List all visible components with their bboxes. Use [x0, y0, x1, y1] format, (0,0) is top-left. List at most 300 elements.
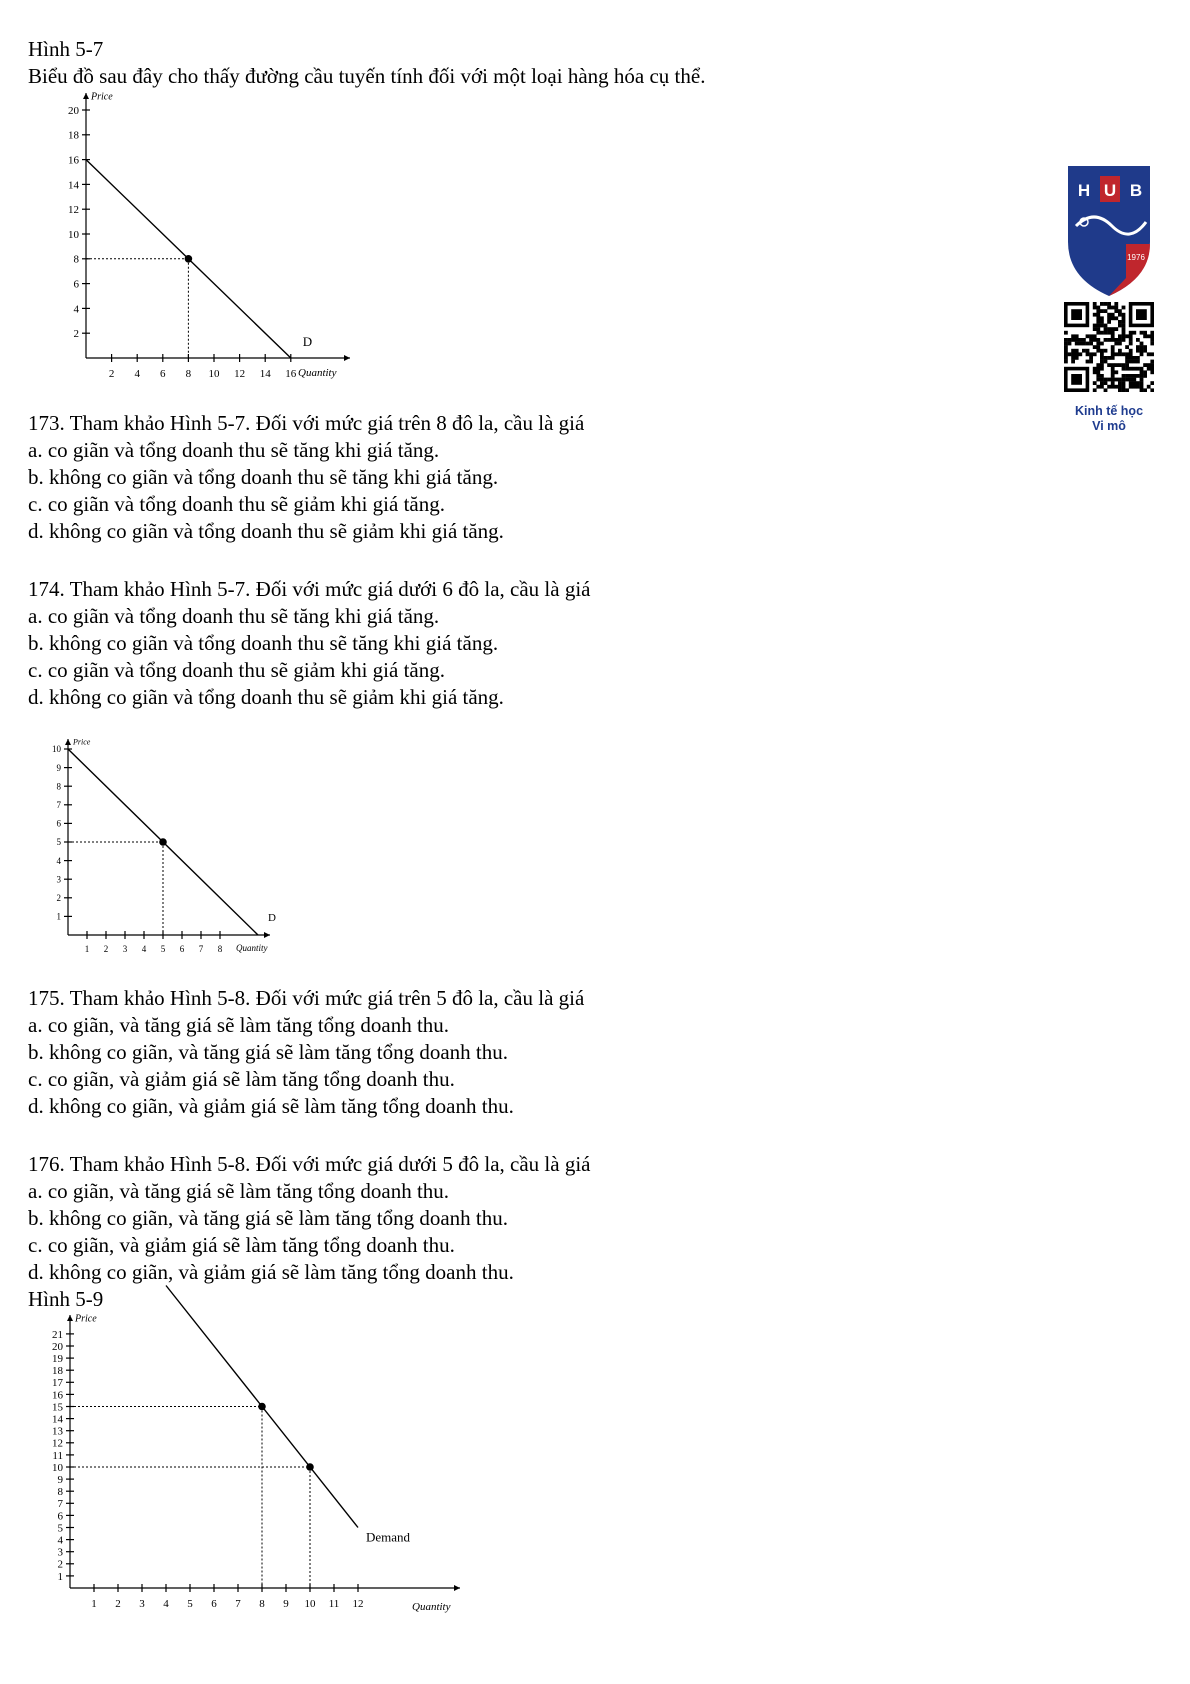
- y-axis-title: Price: [73, 737, 91, 747]
- qr-module: [1118, 388, 1122, 392]
- y-tick-label: 16: [68, 154, 79, 167]
- x-tick-label: 6: [160, 368, 166, 380]
- qr-module: [1122, 313, 1126, 317]
- qr-module: [1122, 385, 1126, 389]
- qr-module: [1071, 349, 1075, 353]
- y-tick-label: 5: [57, 1522, 63, 1535]
- qr-module: [1150, 352, 1154, 356]
- qr-module: [1140, 367, 1144, 371]
- qr-module: [1107, 302, 1111, 306]
- qr-module: [1122, 374, 1126, 378]
- qr-module: [1111, 349, 1115, 353]
- qr-module: [1075, 349, 1079, 353]
- x-axis-title: Quantity: [298, 367, 337, 379]
- qr-module: [1111, 338, 1115, 342]
- qr-module: [1100, 309, 1104, 313]
- qr-module: [1086, 360, 1090, 364]
- qr-module: [1125, 352, 1129, 356]
- data-point: [185, 255, 193, 263]
- y-tick-label: 10: [52, 744, 61, 755]
- qr-module: [1107, 331, 1111, 335]
- y-tick-label: 10: [68, 228, 79, 241]
- x-tick-label: 2: [103, 944, 109, 954]
- y-tick-label: 12: [52, 1437, 63, 1450]
- y-axis-arrow: [83, 93, 89, 99]
- qr-module: [1100, 302, 1104, 306]
- qr-module: [1104, 302, 1108, 306]
- qr-module: [1093, 352, 1097, 356]
- qr-finder-core: [1136, 309, 1147, 320]
- x-tick-label: 12: [352, 1598, 364, 1610]
- qr-module: [1068, 352, 1072, 356]
- qr-module: [1150, 360, 1154, 364]
- qr-module: [1107, 320, 1111, 324]
- qr-module: [1147, 352, 1151, 356]
- qr-module: [1096, 345, 1100, 349]
- y-axis-title: Price: [75, 1313, 97, 1325]
- qr-module: [1143, 349, 1147, 353]
- qr-module: [1147, 367, 1151, 371]
- qr-module: [1107, 316, 1111, 320]
- qr-module: [1111, 352, 1115, 356]
- qr-module: [1132, 385, 1136, 389]
- qr-module: [1147, 334, 1151, 338]
- qr-module: [1150, 388, 1154, 392]
- question-176-option-d[interactable]: d. không co giãn, và giảm giá sẽ làm tăng tổng doanh thu.: [28, 1260, 514, 1284]
- x-tick-label: 4: [134, 368, 140, 380]
- logo-letter-b: B: [1129, 181, 1143, 200]
- qr-module: [1136, 374, 1140, 378]
- qr-module: [1122, 352, 1126, 356]
- qr-module: [1140, 345, 1144, 349]
- qr-module: [1140, 370, 1144, 374]
- qr-module: [1096, 338, 1100, 342]
- qr-module: [1104, 378, 1108, 382]
- qr-module: [1107, 385, 1111, 389]
- x-tick-label: 2: [108, 368, 115, 380]
- qr-module: [1093, 381, 1097, 385]
- qr-module: [1064, 349, 1068, 353]
- figure-label-5-7: Hình 5-7: [28, 37, 104, 61]
- chart-figure-5-9: [40, 1308, 480, 1658]
- qr-module: [1136, 338, 1140, 342]
- chart-figure-5-7: [40, 88, 370, 388]
- y-tick-label: 14: [52, 1413, 63, 1426]
- qr-module: [1125, 367, 1129, 371]
- y-tick-label: 20: [68, 104, 79, 117]
- qr-module: [1129, 378, 1133, 382]
- y-tick-label: 12: [68, 204, 79, 217]
- qr-module: [1075, 356, 1079, 360]
- qr-module: [1082, 338, 1086, 342]
- qr-module: [1129, 360, 1133, 364]
- qr-module: [1111, 363, 1115, 367]
- y-axis-title: Price: [91, 91, 113, 103]
- qr-module: [1136, 360, 1140, 364]
- qr-module: [1125, 360, 1129, 364]
- y-tick-label: 15: [52, 1401, 63, 1414]
- question-175-option-d[interactable]: d. không co giãn, và giảm giá sẽ làm tăng tổng doanh thu.: [28, 1094, 514, 1118]
- hub-logo: [1064, 160, 1154, 300]
- data-point: [258, 1403, 266, 1411]
- qr-module: [1122, 378, 1126, 382]
- figure-description: Biểu đồ sau đây cho thấy đường cầu tuyến tính đối với một loại hàng hóa cụ thể.: [28, 64, 706, 88]
- qr-module: [1114, 309, 1118, 313]
- qr-module: [1093, 334, 1097, 338]
- qr-module: [1118, 320, 1122, 324]
- qr-module: [1136, 356, 1140, 360]
- qr-module: [1104, 331, 1108, 335]
- y-tick-label: 5: [56, 837, 61, 848]
- y-tick-label: 6: [57, 1510, 63, 1523]
- y-tick-label: 7: [56, 799, 61, 810]
- qr-module: [1093, 338, 1097, 342]
- qr-module: [1071, 352, 1075, 356]
- qr-module: [1068, 342, 1072, 346]
- x-tick-label: 16: [285, 368, 297, 380]
- qr-module: [1132, 374, 1136, 378]
- chart-figure-5-8: [40, 736, 290, 966]
- question-173-option-c[interactable]: c. co giãn và tổng doanh thu sẽ giảm khi giá tăng.: [28, 492, 445, 516]
- qr-module: [1104, 309, 1108, 313]
- qr-module: [1118, 381, 1122, 385]
- qr-module: [1122, 320, 1126, 324]
- qr-module: [1096, 320, 1100, 324]
- qr-module: [1100, 381, 1104, 385]
- qr-module: [1136, 345, 1140, 349]
- qr-module: [1071, 360, 1075, 364]
- qr-code[interactable]: [1064, 302, 1154, 392]
- question-176-option-b[interactable]: b. không co giãn, và tăng giá sẽ làm tăng tổng doanh thu.: [28, 1206, 508, 1230]
- qr-module: [1082, 349, 1086, 353]
- y-tick-label: 9: [57, 1473, 63, 1486]
- qr-module: [1078, 342, 1082, 346]
- qr-module: [1089, 356, 1093, 360]
- qr-module: [1096, 363, 1100, 367]
- course-name-line1: Kinh tế học: [1074, 404, 1144, 418]
- qr-module: [1129, 331, 1133, 335]
- y-tick-label: 10: [52, 1461, 63, 1474]
- qr-module: [1096, 306, 1100, 310]
- qr-module: [1140, 342, 1144, 346]
- y-tick-label: 8: [73, 253, 79, 266]
- y-tick-label: 6: [73, 278, 79, 291]
- qr-module: [1100, 367, 1104, 371]
- qr-module: [1064, 342, 1068, 346]
- qr-module: [1100, 356, 1104, 360]
- question-173-stem: 173. Tham khảo Hình 5-7. Đối với mức giá trên 8 đô la, cầu là giá: [28, 411, 585, 435]
- qr-module: [1147, 385, 1151, 389]
- y-tick-label: 9: [56, 762, 61, 773]
- x-tick-label: 11: [328, 1598, 340, 1610]
- qr-module: [1071, 356, 1075, 360]
- question-175-option-a[interactable]: a. co giãn, và tăng giá sẽ làm tăng tổng doanh thu.: [28, 1013, 450, 1037]
- qr-module: [1111, 331, 1115, 335]
- y-tick-label: 20: [52, 1340, 63, 1353]
- x-tick-label: 1: [84, 944, 90, 954]
- qr-module: [1136, 367, 1140, 371]
- qr-module: [1107, 306, 1111, 310]
- qr-module: [1150, 338, 1154, 342]
- qr-module: [1132, 367, 1136, 371]
- qr-module: [1114, 385, 1118, 389]
- qr-module: [1100, 320, 1104, 324]
- qr-module: [1075, 334, 1079, 338]
- qr-module: [1114, 378, 1118, 382]
- data-point: [159, 838, 167, 846]
- question-174-option-c[interactable]: c. co giãn và tổng doanh thu sẽ giảm khi giá tăng.: [28, 658, 445, 682]
- x-tick-label: 1: [91, 1598, 97, 1610]
- qr-module: [1136, 385, 1140, 389]
- y-tick-label: 1: [56, 911, 61, 922]
- qr-module: [1132, 378, 1136, 382]
- qr-module: [1068, 338, 1072, 342]
- y-tick-label: 2: [73, 328, 79, 341]
- x-tick-label: 7: [235, 1598, 241, 1610]
- y-tick-label: 11: [52, 1449, 63, 1462]
- y-tick-label: 19: [52, 1352, 63, 1365]
- qr-module: [1150, 334, 1154, 338]
- demand-curve-label: Demand: [366, 1529, 411, 1545]
- qr-module: [1136, 381, 1140, 385]
- qr-module: [1122, 381, 1126, 385]
- qr-module: [1114, 352, 1118, 356]
- y-tick-label: 7: [57, 1498, 63, 1511]
- qr-module: [1114, 306, 1118, 310]
- y-tick-label: 1: [57, 1570, 63, 1583]
- qr-module: [1122, 388, 1126, 392]
- qr-module: [1125, 388, 1129, 392]
- qr-module: [1096, 378, 1100, 382]
- qr-module: [1104, 349, 1108, 353]
- qr-module: [1129, 342, 1133, 346]
- x-tick-label: 12: [234, 368, 246, 380]
- qr-module: [1111, 381, 1115, 385]
- qr-module: [1147, 363, 1151, 367]
- qr-module: [1093, 306, 1097, 310]
- question-173-option-b[interactable]: b. không co giãn và tổng doanh thu sẽ tăng khi giá tăng.: [28, 465, 499, 489]
- x-tick-label: 6: [179, 944, 185, 954]
- qr-module: [1096, 367, 1100, 371]
- x-axis-arrow: [344, 355, 350, 361]
- qr-module: [1075, 352, 1079, 356]
- qr-module: [1064, 345, 1068, 349]
- qr-module: [1104, 356, 1108, 360]
- qr-module: [1089, 338, 1093, 342]
- qr-module: [1114, 338, 1118, 342]
- qr-module: [1140, 388, 1144, 392]
- demand-curve-label: D: [302, 334, 313, 349]
- qr-module: [1100, 324, 1104, 328]
- logo-letter-u: U: [1103, 181, 1117, 200]
- qr-module: [1064, 360, 1068, 364]
- qr-module: [1140, 331, 1144, 335]
- qr-module: [1114, 327, 1118, 331]
- y-tick-label: 18: [52, 1365, 63, 1378]
- y-tick-label: 6: [56, 818, 61, 829]
- qr-module: [1150, 370, 1154, 374]
- qr-module: [1096, 313, 1100, 317]
- qr-module: [1132, 331, 1136, 335]
- y-tick-label: 4: [57, 1534, 63, 1547]
- qr-module: [1096, 324, 1100, 328]
- qr-module: [1093, 370, 1097, 374]
- question-174-option-a[interactable]: a. co giãn và tổng doanh thu sẽ tăng khi giá tăng.: [28, 604, 440, 628]
- demand-curve-label: D: [268, 912, 276, 924]
- x-tick-label: 4: [141, 944, 147, 954]
- x-tick-label: 10: [208, 368, 220, 380]
- qr-module: [1129, 374, 1133, 378]
- x-tick-label: 5: [187, 1598, 193, 1610]
- qr-module: [1150, 381, 1154, 385]
- x-axis-arrow: [454, 1585, 460, 1591]
- qr-module: [1132, 381, 1136, 385]
- question-174-option-d[interactable]: d. không co giãn và tổng doanh thu sẽ giảm khi giá tăng.: [28, 685, 504, 709]
- qr-module: [1125, 356, 1129, 360]
- y-axis-arrow: [65, 739, 71, 745]
- qr-module: [1093, 313, 1097, 317]
- x-axis-title: Quantity: [412, 1601, 451, 1613]
- qr-module: [1118, 342, 1122, 346]
- qr-module: [1118, 324, 1122, 328]
- y-tick-label: 3: [56, 874, 61, 885]
- qr-module: [1125, 363, 1129, 367]
- qr-module: [1125, 345, 1129, 349]
- x-tick-label: 6: [211, 1598, 217, 1610]
- qr-module: [1122, 331, 1126, 335]
- qr-module: [1104, 338, 1108, 342]
- qr-module: [1132, 356, 1136, 360]
- question-176-stem: 176. Tham khảo Hình 5-8. Đối với mức giá dưới 5 đô la, cầu là giá: [28, 1152, 591, 1176]
- qr-module: [1114, 316, 1118, 320]
- qr-module: [1129, 356, 1133, 360]
- qr-module: [1140, 385, 1144, 389]
- qr-module: [1100, 331, 1104, 335]
- x-tick-label: 4: [163, 1598, 169, 1610]
- y-tick-label: 4: [73, 303, 79, 316]
- x-axis-arrow: [264, 932, 270, 938]
- y-tick-label: 2: [56, 892, 61, 903]
- qr-module: [1140, 349, 1144, 353]
- question-174-stem: 174. Tham khảo Hình 5-7. Đối với mức giá dưới 6 đô la, cầu là giá: [28, 577, 591, 601]
- qr-module: [1075, 338, 1079, 342]
- qr-module: [1114, 342, 1118, 346]
- qr-module: [1107, 363, 1111, 367]
- x-tick-label: 8: [217, 944, 223, 954]
- qr-module: [1111, 306, 1115, 310]
- figure-label-5-9: Hình 5-9: [28, 1287, 104, 1311]
- y-tick-label: 21: [52, 1328, 63, 1341]
- qr-module: [1122, 338, 1126, 342]
- qr-module: [1118, 338, 1122, 342]
- qr-module: [1132, 360, 1136, 364]
- qr-module: [1118, 309, 1122, 313]
- qr-module: [1111, 334, 1115, 338]
- qr-module: [1122, 334, 1126, 338]
- qr-module: [1093, 345, 1097, 349]
- question-176-option-c[interactable]: c. co giãn, và giảm giá sẽ làm tăng tổng doanh thu.: [28, 1233, 455, 1257]
- qr-module: [1150, 367, 1154, 371]
- qr-module: [1086, 342, 1090, 346]
- question-174-option-b[interactable]: b. không co giãn và tổng doanh thu sẽ tăng khi giá tăng.: [28, 631, 499, 655]
- qr-module: [1136, 349, 1140, 353]
- qr-module: [1086, 349, 1090, 353]
- qr-module: [1129, 338, 1133, 342]
- qr-module: [1118, 352, 1122, 356]
- qr-module: [1125, 374, 1129, 378]
- qr-module: [1140, 374, 1144, 378]
- question-176-option-a[interactable]: a. co giãn, và tăng giá sẽ làm tăng tổng doanh thu.: [28, 1179, 450, 1203]
- qr-module: [1107, 313, 1111, 317]
- qr-module: [1111, 378, 1115, 382]
- qr-finder-core: [1071, 309, 1082, 320]
- question-173-option-d[interactable]: d. không co giãn và tổng doanh thu sẽ giảm khi giá tăng.: [28, 519, 504, 543]
- qr-module: [1089, 334, 1093, 338]
- logo-year: 1976: [1127, 253, 1145, 262]
- qr-module: [1064, 352, 1068, 356]
- qr-module: [1140, 352, 1144, 356]
- qr-module: [1143, 345, 1147, 349]
- qr-module: [1107, 378, 1111, 382]
- qr-module: [1096, 316, 1100, 320]
- question-175-option-b[interactable]: b. không co giãn, và tăng giá sẽ làm tăng tổng doanh thu.: [28, 1040, 508, 1064]
- qr-module: [1096, 385, 1100, 389]
- qr-module: [1118, 378, 1122, 382]
- qr-module: [1093, 324, 1097, 328]
- qr-module: [1096, 331, 1100, 335]
- qr-module: [1100, 352, 1104, 356]
- qr-module: [1078, 338, 1082, 342]
- qr-module: [1086, 334, 1090, 338]
- qr-module: [1111, 367, 1115, 371]
- qr-module: [1096, 342, 1100, 346]
- x-axis-title: Quantity: [236, 943, 268, 953]
- qr-module: [1111, 356, 1115, 360]
- qr-module: [1150, 363, 1154, 367]
- question-173-option-a[interactable]: a. co giãn và tổng doanh thu sẽ tăng khi giá tăng.: [28, 438, 440, 462]
- qr-module: [1096, 309, 1100, 313]
- qr-module: [1104, 327, 1108, 331]
- qr-module: [1125, 378, 1129, 382]
- qr-module: [1111, 327, 1115, 331]
- qr-module: [1111, 370, 1115, 374]
- qr-module: [1140, 381, 1144, 385]
- qr-module: [1122, 316, 1126, 320]
- x-tick-label: 2: [115, 1598, 121, 1610]
- qr-module: [1071, 338, 1075, 342]
- qr-module: [1089, 360, 1093, 364]
- qr-module: [1104, 388, 1108, 392]
- y-tick-label: 8: [56, 781, 61, 792]
- qr-module: [1143, 370, 1147, 374]
- y-tick-label: 16: [52, 1389, 63, 1402]
- qr-module: [1122, 367, 1126, 371]
- qr-module: [1075, 342, 1079, 346]
- qr-module: [1100, 349, 1104, 353]
- qr-module: [1129, 334, 1133, 338]
- qr-module: [1100, 374, 1104, 378]
- qr-module: [1089, 352, 1093, 356]
- qr-module: [1114, 363, 1118, 367]
- x-tick-label: 3: [122, 944, 128, 954]
- qr-finder-core: [1071, 374, 1082, 385]
- qr-module: [1118, 313, 1122, 317]
- question-175-option-c[interactable]: c. co giãn, và giảm giá sẽ làm tăng tổng doanh thu.: [28, 1067, 455, 1091]
- qr-module: [1086, 352, 1090, 356]
- data-point: [306, 1463, 314, 1471]
- qr-module: [1118, 385, 1122, 389]
- qr-module: [1111, 385, 1115, 389]
